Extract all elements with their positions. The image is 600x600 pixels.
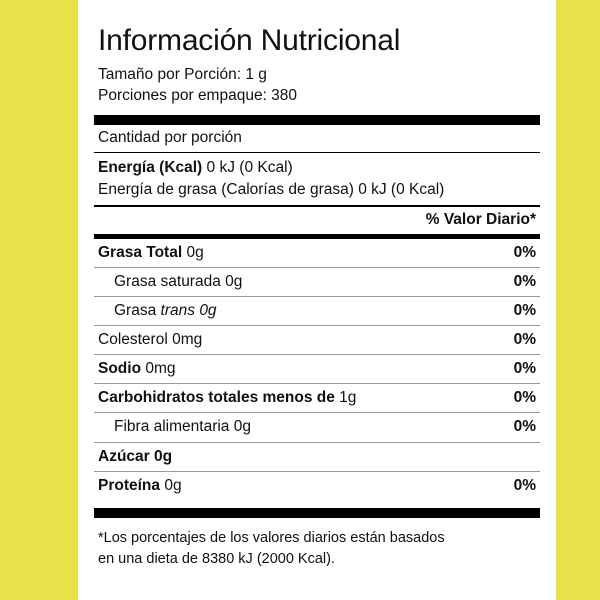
table-row	[94, 443, 540, 471]
table-row	[94, 297, 540, 325]
nutrient-amount: 0g	[164, 476, 182, 494]
nutrient-amount: 0mg	[172, 330, 203, 348]
table-row	[94, 355, 540, 383]
nutrient-dv: 0%	[513, 330, 536, 348]
table-row	[94, 384, 540, 412]
nutrient-dv: 0%	[513, 360, 536, 378]
nutrient-dv: 0%	[513, 243, 536, 261]
nutrient-name: Grasa	[114, 301, 157, 319]
table-row	[94, 239, 540, 267]
nutrient-name: Grasa saturada	[114, 272, 221, 290]
energy-fat-label: Energía de grasa (Calorías de grasa)	[98, 181, 354, 199]
nutrient-amount: 0mg	[145, 360, 176, 378]
energy-main-value: 0 kJ (0 Kcal)	[206, 159, 293, 177]
nutrient-dv: 0%	[513, 389, 536, 407]
footnote	[94, 518, 540, 570]
nutrient-name: Azúcar	[98, 447, 150, 465]
daily-value-header: % Valor Diario*	[425, 210, 536, 228]
nutrient-name: Grasa Total	[98, 243, 183, 261]
nutrient-amount: 0g	[199, 301, 217, 319]
nutrient-name: Proteína	[98, 476, 161, 494]
energy-fat-row	[98, 179, 536, 201]
nutrition-facts-panel	[78, 0, 556, 600]
nutrient-name: Colesterol	[98, 330, 168, 348]
footnote-line-1: *Los porcentajes de los valores diarios están basados	[98, 529, 445, 546]
nutrient-amount: 0g	[154, 447, 173, 465]
divider-thick-bottom	[94, 508, 540, 518]
nutrient-name: Carbohidratos totales menos de	[98, 389, 335, 407]
nutrient-amount: 0g	[233, 418, 251, 436]
table-row	[94, 326, 540, 354]
energy-main-row	[98, 157, 536, 179]
nutrient-dv: 0%	[513, 418, 536, 436]
table-row	[94, 268, 540, 296]
nutrient-amount: 1g	[339, 389, 357, 407]
nutrient-name-modifier: trans	[160, 301, 195, 319]
nutrient-dv: 0%	[513, 272, 536, 290]
page-title: Información Nutricional	[98, 24, 401, 57]
table-row	[94, 413, 540, 441]
table-row	[94, 472, 540, 500]
amount-per-serving-text: Cantidad por porción	[98, 128, 242, 146]
nutrient-dv: 0%	[513, 301, 536, 319]
energy-fat-value: 0 kJ (0 Kcal)	[358, 181, 445, 199]
nutrient-name: Sodio	[98, 360, 142, 378]
nutrient-amount: 0g	[186, 243, 204, 261]
footnote-line-2: en una dieta de 8380 kJ (2000 Kcal).	[98, 550, 335, 567]
nutrient-name: Fibra alimentaria	[114, 418, 230, 436]
serving-size-text: Tamaño por Porción: 1 g	[98, 66, 267, 83]
divider-thick-top	[94, 115, 540, 125]
servings-per-container-text: Porciones por empaque: 380	[98, 87, 298, 105]
energy-main-label: Energía (Kcal)	[98, 159, 203, 177]
nutrient-amount: 0g	[225, 272, 243, 290]
energy-block	[94, 153, 540, 205]
nutrient-dv: 0%	[513, 476, 536, 494]
